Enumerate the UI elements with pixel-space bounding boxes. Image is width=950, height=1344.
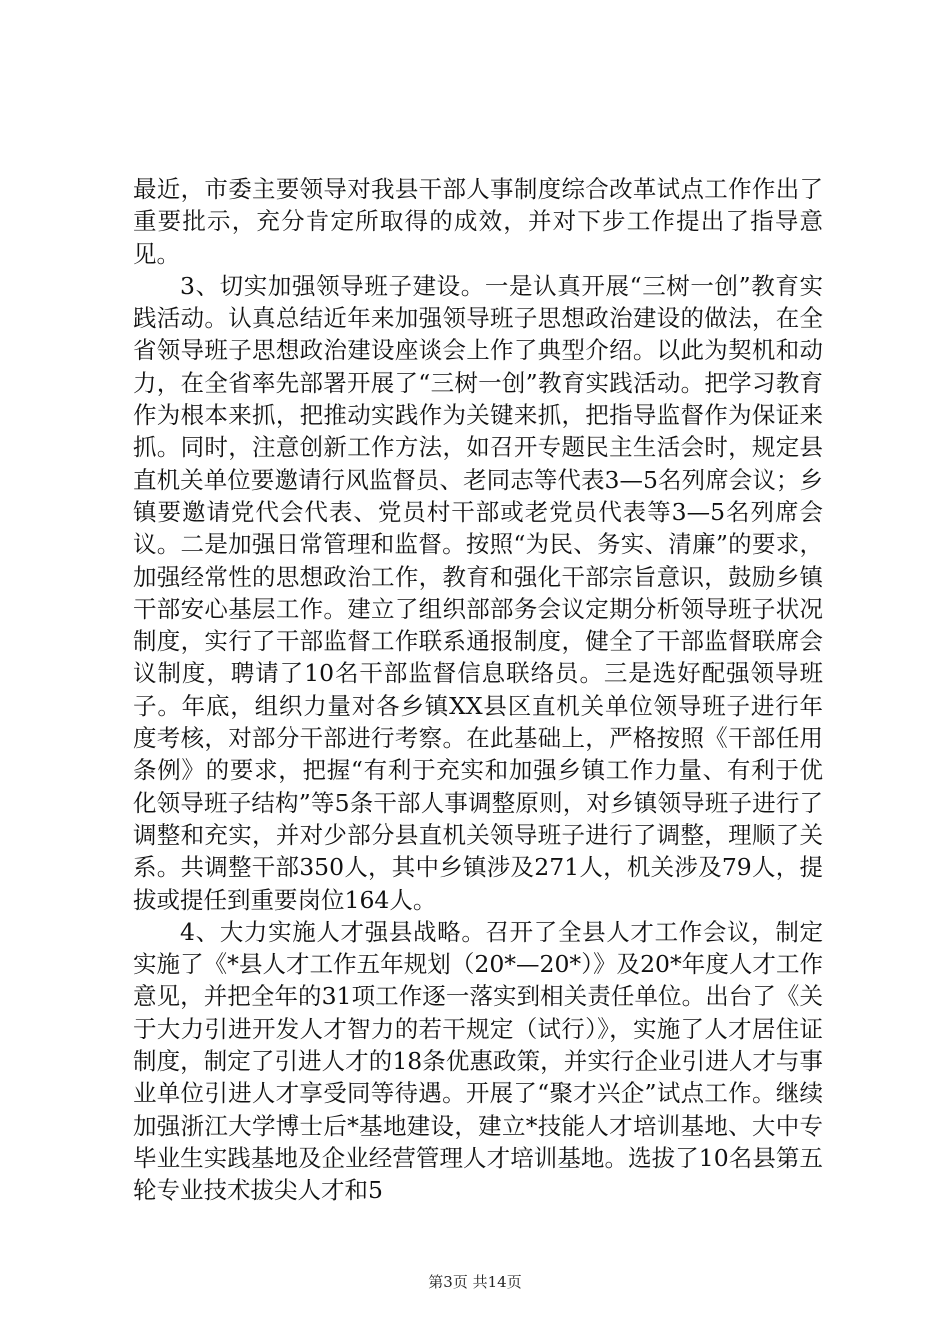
paragraph-continuation: 最近，市委主要领导对我县干部人事制度综合改革试点工作作出了重要批示，充分肯定所取得的成效，并对下步工作提出了指导意见。 — [133, 175, 823, 268]
paragraph-leadership-building: 3、切实加强领导班子建设。一是认真开展“三树一创”教育实践活动。认真总结近年来加强领导班子思想政治建设的做法，在全省领导班子思想政治建设座谈会上作了典型介绍。以此为契机和动力，在全省率先部署开展了“三树一创”教育实践活动。把学习教育作为根本来抓，把推动实践作为关键来抓，把指导监督作为保证来抓。同时，注意创新工作方法，如召开专题民主生活会时，规定县直机关单位要邀请行风监督员、老同志等代表3—5名列席会议；乡镇要邀请党代会代表、党员村干部或老党员代表等3—5名列席会议。二是加强日常管理和监督。按照“为民、务实、清廉”的要求，加强经常性的思想政治工作，教育和强化干部宗旨意识，鼓励乡镇干部安心基层工作。建立了组织部部务会议定期分析领导班子状况制度，实行了干部监督工作联系通报制度，健全了干部监督联席会议制度，聘请了10名干部监督信息联络员。三是选好配强领导班子。年底，组织力量对各乡镇XX县区直机关单位领导班子进行年度考核，对部分干部进行考察。在此基础上，严格按照《干部任用条例》的要求，把握“有利于充实和加强乡镇工作力量、有利于优化领导班子结构”等5条干部人事调整原则，对乡镇领导班子进行了调整和充实，并对少部分县直机关领导班子进行了调整，理顺了关系。共调整干部350人，其中乡镇涉及271人，机关涉及79人，提拔或提任到重要岗位164人。 — [133, 271, 823, 914]
paragraph-talent-strategy: 4、大力实施人才强县战略。召开了全县人才工作会议，制定实施了《*县人才工作五年规划（20*—20*）》及20*年度人才工作意见，并把全年的31项工作逐一落实到相关责任单位。出台了《关于大力引进开发人才智力的若干规定（试行）》，实施了人才居住证制度，制定了引进人才的18条优惠政策，并实行企业引进人才与事业单位引进人才享受同等待遇。开展了“聚才兴企”试点工作。继续加强浙江大学博士后*基地建设，建立*技能人才培训基地、大中专毕业生实践基地及企业经营管理人才培训基地。选拔了10名县第五轮专业技术拔尖人才和5 — [133, 917, 823, 1205]
document-body — [133, 173, 823, 1207]
page-number-footer: 第3页 共14页 — [428, 1273, 522, 1291]
